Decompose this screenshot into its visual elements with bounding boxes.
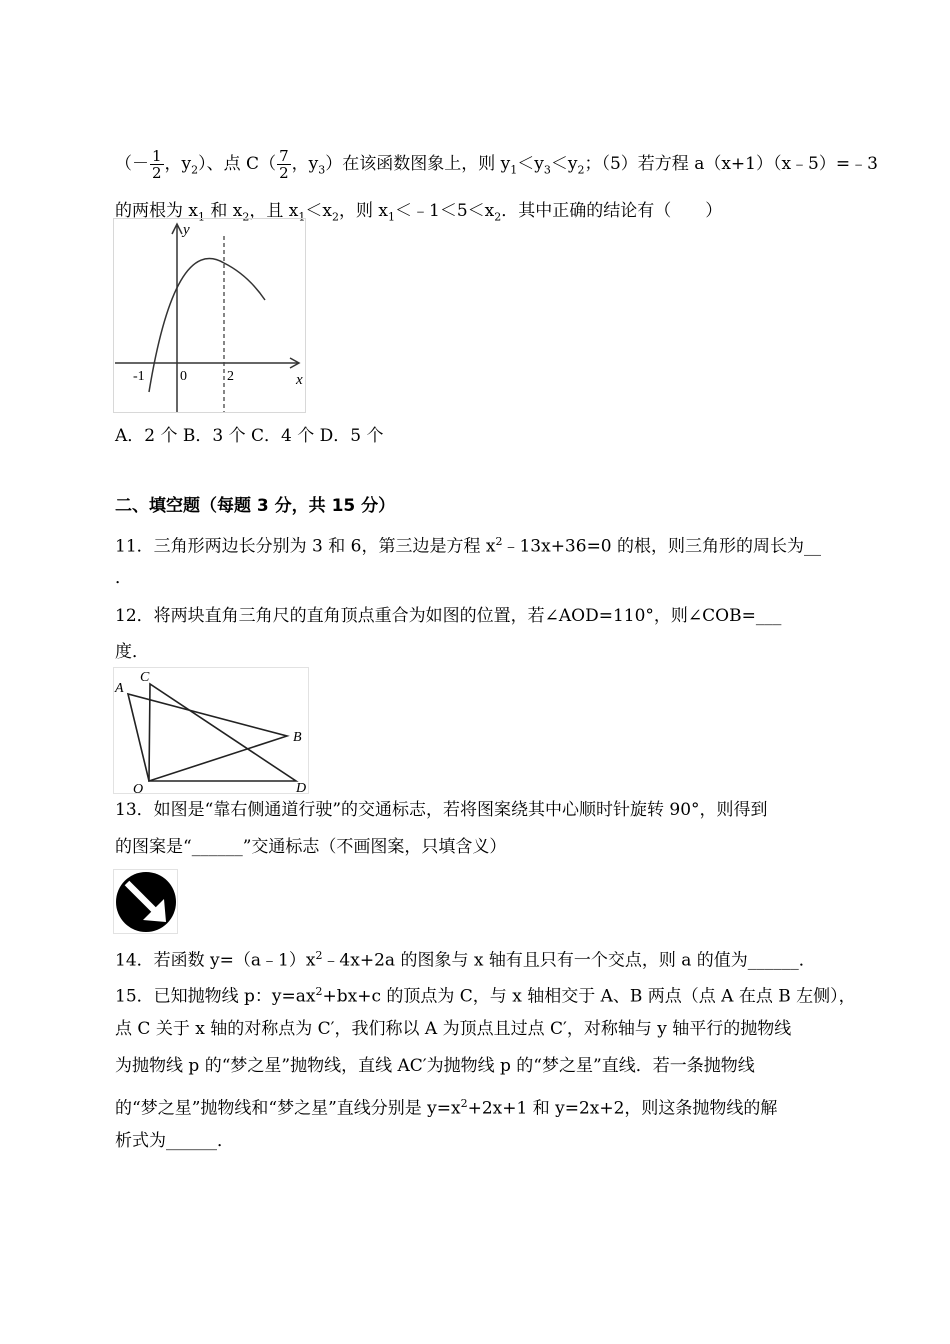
- keep-right-traffic-sign: [113, 869, 179, 935]
- label-b: B: [293, 730, 302, 745]
- label-c: C: [140, 670, 150, 685]
- parabola-graph: [113, 218, 307, 414]
- tick-label-0: 0: [180, 369, 187, 384]
- q14-line: 14．若函数 $y=(a﹣1)x^2﹣4x+2a$ 的图象与 x 轴有且只有一个交点，则 a 的值为______．: [115, 949, 816, 971]
- label-o: O: [133, 782, 144, 795]
- fraction-seven-halves: $\frac{7}{2}$: [279, 147, 289, 182]
- q12-line-2: 度．: [115, 642, 149, 662]
- q15-line-3: 为抛物线 p 的“梦之星”抛物线，直线 AC′为抛物线 p 的“梦之星”直线．若一条抛物线: [115, 1056, 755, 1076]
- triangles-figure: [113, 667, 310, 795]
- q15-line-1: 15．已知抛物线 p：$y=ax^2+bx+c$ 的顶点为 C，与 x 轴相交于 A、B 两点（点 A 在点 B 左侧），: [115, 985, 856, 1007]
- q15-line-4: 的“梦之星”抛物线和“梦之星”直线分别是 $y=x^2+2x+1$ 和 y=2x+2，则这条抛物线的解: [115, 1097, 778, 1119]
- triangle-aob: [128, 694, 287, 781]
- q11-line-1: 11．三角形两边长分别为 3 和 6，第三边是方程 $x^2﹣13x+36=0$ 的根，则三角形的周长为__: [115, 535, 822, 557]
- section-title: 二、填空题（每题 3 分，共 15 分）: [115, 496, 396, 516]
- q13-line-2: 的图案是“______”交通标志（不画图案，只填含义）: [115, 837, 507, 857]
- q11-line-2: ．: [115, 568, 132, 588]
- tick-label-2: 2: [227, 369, 234, 384]
- q10-line-2: 的两根为 $x_1$ 和 $x_2$，且 $x_1<x_2$，则 $x_1<﹣1<5<x_2$．其中正确的结论有（ ）: [115, 201, 723, 224]
- q15-line-5: 析式为______．: [115, 1131, 234, 1151]
- figure-border: [114, 668, 309, 794]
- label-d: D: [296, 781, 307, 795]
- label-a: A: [115, 681, 124, 696]
- q10-line-1: （－ $\frac{1}{2}$ ，$y_2$）、点 C（ $\frac{7}{2}$ ，$y_3$）在该函数图象上，则 $y_1<y_3<y_2$；（5）若方程 a（x+1）（x﹣5）=﹣3: [115, 147, 878, 182]
- y-axis-label: y: [183, 222, 190, 238]
- parabola-curve: [149, 259, 265, 392]
- tick-label-neg1: -1: [133, 369, 145, 384]
- q15-line-2: 点 C 关于 x 轴的对称点为 C′，我们称以 A 为顶点且过点 C′，对称轴与 y 轴平行的抛物线: [115, 1019, 792, 1039]
- q12-line-1: 12．将两块直角三角尺的直角顶点重合为如图的位置，若∠AOD=110°，则∠COB=___: [115, 606, 782, 626]
- x-axis-label: x: [296, 372, 303, 388]
- q10-options: A．2 个 B．3 个 C．4 个 D．5 个: [115, 426, 384, 446]
- fraction-neg-half: $\frac{1}{2}$: [152, 147, 162, 182]
- q13-line-1: 13．如图是“靠右侧通道行驶”的交通标志，若将图案绕其中心顺时针旋转 90°，则得到: [115, 800, 768, 820]
